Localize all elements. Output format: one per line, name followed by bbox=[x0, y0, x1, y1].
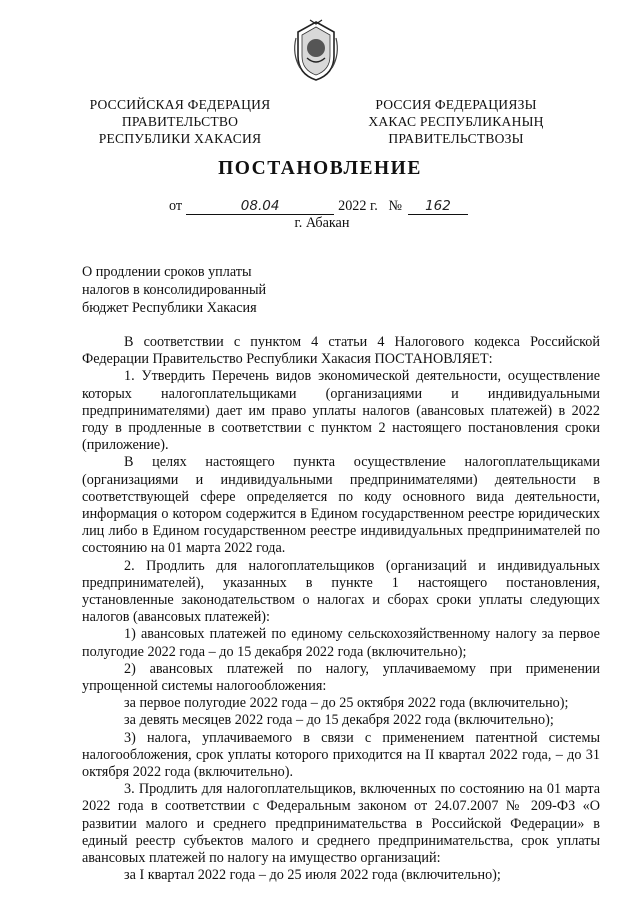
header-line: ПРАВИТЕЛЬСТВОЗЫ bbox=[388, 131, 524, 146]
body-paragraph: 2) авансовых платежей по налогу, уплачиваемому при применении упрощенной системы налогообложения: bbox=[82, 660, 600, 695]
year-label: 2022 г. bbox=[338, 198, 378, 214]
date-prefix: от bbox=[169, 198, 183, 214]
body-paragraph: за I квартал 2022 года – до 25 июля 2022 года (включительно); bbox=[124, 867, 501, 884]
body-paragraph: 2. Продлить для налогоплательщиков (организаций и индивидуальных предпринимателей), указанных в пункте 1 настоящего постановления, установленные законодательством о налогах и сборах сроки уплаты следующих налогов (авансовых платежей): bbox=[82, 557, 600, 626]
issuer-header-khakas bbox=[354, 96, 558, 147]
header-line: ПРАВИТЕЛЬСТВО bbox=[121, 114, 239, 129]
number-label: № bbox=[388, 198, 402, 214]
body-paragraph: 3. Продлить для налогоплательщиков, включенных по состоянию на 01 марта 2022 года в соответствии с Федеральным законом от 24.07.2007 № 209-ФЗ «О развитии малого и среднего предпринимательства в Российской Федерации» в единый реестр субъектов малого и среднего предпринимательства, срок уплаты авансовых платежей по налогу на имущество организаций: bbox=[82, 781, 600, 867]
header-line: ХАКАС РЕСПУБЛИКАНЫҢ bbox=[368, 114, 544, 129]
body-paragraph: 3) налога, уплачиваемого в связи с применением патентной системы налогообложения, срок уплаты которого приходится на II квартал 2022 года, – до 31 октября 2022 года (включительно). bbox=[82, 729, 600, 781]
city-name: г. Абакан bbox=[294, 215, 350, 231]
document-body bbox=[82, 334, 600, 885]
body-paragraph: 1) авансовых платежей по единому сельскохозяйственному налогу за первое полугодие 2022 года – до 15 декабря 2022 года (включительно); bbox=[82, 626, 600, 660]
date-number-line bbox=[169, 198, 468, 215]
coat-of-arms-emblem bbox=[290, 18, 342, 84]
handwritten-date: 08.04 bbox=[186, 198, 334, 215]
header-line: РЕСПУБЛИКИ ХАКАСИЯ bbox=[98, 131, 262, 146]
document-subject: О продлении сроков уплаты налогов в консолидированный бюджет Республики Хакасия bbox=[82, 264, 267, 316]
handwritten-number: 162 bbox=[408, 198, 468, 215]
body-paragraph: за девять месяцев 2022 года – до 15 декабря 2022 года (включительно); bbox=[124, 712, 554, 729]
body-paragraph: 1. Утвердить Перечень видов экономической деятельности, осуществление которых налогоплательщиками (организациями и индивидуальными предпринимателями) дает им право уплаты налогов (авансовых платежей) в 2022 году в продленные в соответствии с пунктом 2 настоящего постановления сроки (приложение). bbox=[82, 368, 600, 454]
body-paragraph: за первое полугодие 2022 года – до 25 октября 2022 года (включительно); bbox=[124, 695, 569, 712]
body-paragraph: В соответствии с пунктом 4 статьи 4 Налогового кодекса Российской Федерации Правительство Республики Хакасия ПОСТАНОВЛЯЕТ: bbox=[82, 334, 600, 368]
header-line: РОССИЙСКАЯ ФЕДЕРАЦИЯ bbox=[89, 97, 271, 112]
body-paragraph: В целях настоящего пункта осуществление налогоплательщиками (организациями и индивидуальными предпринимателями) деятельности в соответствующей сфере определяется по коду основного вида деятельности, информация о котором содержится в Едином государственном реестре юридических лиц либо в Едином государственном реестре индивидуальных предпринимателей по состоянию на 01 марта 2022 года. bbox=[82, 454, 600, 557]
issuer-header-russian bbox=[82, 96, 278, 147]
header-line: РОССИЯ ФЕДЕРАЦИЯЗЫ bbox=[375, 97, 537, 112]
document-title: ПОСТАНОВЛЕНИЕ bbox=[218, 158, 422, 179]
